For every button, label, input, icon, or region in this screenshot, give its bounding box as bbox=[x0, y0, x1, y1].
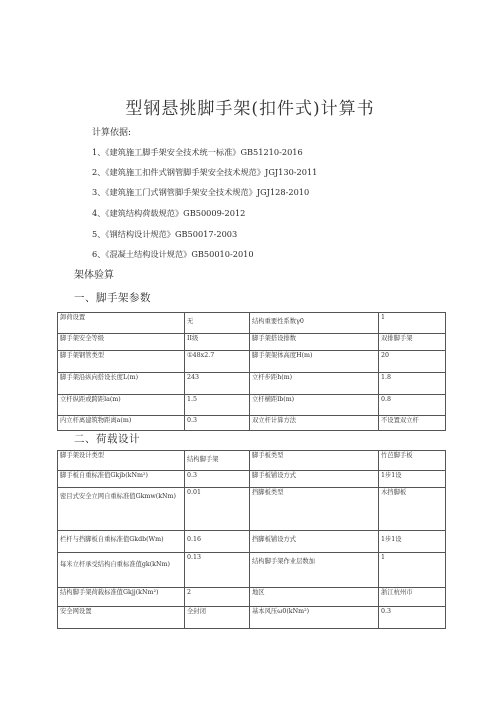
table-row bbox=[58, 416, 446, 431]
table-cell: 脚手板类型 bbox=[250, 451, 379, 471]
table-cell: 1.5 bbox=[185, 395, 250, 416]
table-cell: II级 bbox=[185, 334, 250, 351]
table-cell: 立杆步距h(m) bbox=[250, 373, 379, 395]
table-cell: 0.3 bbox=[379, 607, 446, 629]
table-cell: 脚手架搭设排数 bbox=[250, 334, 379, 351]
table-cell: 脚手架钢管类型 bbox=[58, 351, 185, 373]
table-cell: 1 bbox=[379, 313, 446, 334]
table-row bbox=[58, 607, 446, 629]
table-cell: 结构脚手架作业层数加 bbox=[250, 553, 379, 588]
table-cell: 栏杆与挡脚板自重标准值Gkdb(Wm) bbox=[58, 531, 185, 553]
table-cell: 脚手架架体高度H(m) bbox=[250, 351, 379, 373]
table-cell: 结构重要性系数γ0 bbox=[250, 313, 379, 334]
table-cell: 1.8 bbox=[379, 373, 446, 395]
table-cell: 1 bbox=[379, 553, 446, 588]
table-cell: 全封闭 bbox=[185, 607, 250, 629]
table-row bbox=[58, 471, 446, 488]
table-cell: 密目式安全立网自重标准值Gkmw(kNm) bbox=[58, 488, 185, 531]
table-cell: 脚手板自重标准值Gkjb(kNm²) bbox=[58, 471, 185, 488]
table-cell: 安全网设置 bbox=[58, 607, 185, 629]
table-row bbox=[58, 334, 446, 351]
table-cell: 浙江杭州市 bbox=[379, 588, 446, 607]
table-cell: 0.8 bbox=[379, 395, 446, 416]
table-row bbox=[58, 395, 446, 416]
table-cell: 每米立杆承受结构自重标准值gk(kNm) bbox=[58, 553, 185, 588]
load-design-table bbox=[57, 450, 446, 629]
table-cell: 立杆纵距或跨距la(m) bbox=[58, 395, 185, 416]
table-row bbox=[58, 313, 446, 334]
scaffold-params-table bbox=[57, 312, 446, 431]
table-cell: 地区 bbox=[250, 588, 379, 607]
check-heading: 架体验算 bbox=[74, 270, 114, 281]
table-cell: 243 bbox=[185, 373, 250, 395]
basis-item: 1、《建筑施工脚手架安全技术统一标准》GB51210-2016 bbox=[92, 147, 303, 157]
table-cell: 0.3 bbox=[185, 471, 250, 488]
table-cell: 挡脚板铺设方式 bbox=[250, 531, 379, 553]
table-row bbox=[58, 531, 446, 553]
table-cell: 内立杆离建筑物距离a(m) bbox=[58, 416, 185, 431]
table-row bbox=[58, 553, 446, 588]
table-cell: 竹芭脚手板 bbox=[379, 451, 446, 471]
basis-item: 4、《建筑结构荷载规范》GB50009-2012 bbox=[92, 208, 246, 218]
basis-item: 6、《混凝土结构设计规范》GB50010-2010 bbox=[92, 249, 254, 259]
table-cell: 卸荷设置 bbox=[58, 313, 185, 334]
table-row bbox=[58, 451, 446, 471]
table-cell: 挡脚板类型 bbox=[250, 488, 379, 531]
table-cell: 结构脚手架 bbox=[185, 451, 250, 471]
table-cell: 立杆横距lb(m) bbox=[250, 395, 379, 416]
basis-item: 3、《建筑施工门式钢管脚手架安全技术规范》JGJ128-2010 bbox=[92, 187, 310, 197]
table-cell: 1步1设 bbox=[379, 531, 446, 553]
document-title: 型钢悬挑脚手架(扣件式)计算书 bbox=[125, 99, 375, 119]
calculation-basis-heading: 计算依据: bbox=[92, 128, 132, 138]
table-row bbox=[58, 588, 446, 607]
table-cell: 0.3 bbox=[185, 416, 250, 431]
table-cell: 结构脚手架荷载标准值Gkjj(kNm²) bbox=[58, 588, 185, 607]
table-cell: 20 bbox=[379, 351, 446, 373]
section2-heading: 二、荷载设计 bbox=[74, 433, 140, 445]
table-cell: 脚手架设计类型 bbox=[58, 451, 185, 471]
table-cell: 0.01 bbox=[185, 488, 250, 531]
table-row bbox=[58, 488, 446, 531]
table-cell: 双排脚手架 bbox=[379, 334, 446, 351]
table-cell: 脚手架安全等级 bbox=[58, 334, 185, 351]
table-cell: 不设置双立杆 bbox=[379, 416, 446, 431]
table-row bbox=[58, 373, 446, 395]
basis-item: 2、《建筑施工扣件式钢管脚手架安全技术规范》JGJ130-2011 bbox=[92, 167, 318, 177]
table-cell: 0.13 bbox=[185, 553, 250, 588]
basis-item: 5、《钢结构设计规范》GB50017-2003 bbox=[92, 229, 238, 239]
table-cell: 无 bbox=[185, 313, 250, 334]
table-cell: 0.16 bbox=[185, 531, 250, 553]
table-cell: 双立杆计算方法 bbox=[250, 416, 379, 431]
table-cell: 1步1设 bbox=[379, 471, 446, 488]
table-cell: 基本风压ω0(kNm²) bbox=[250, 607, 379, 629]
section1-heading: 一、脚手架参数 bbox=[74, 292, 151, 304]
table-cell: 2 bbox=[185, 588, 250, 607]
table-cell: ①48x2.7 bbox=[185, 351, 250, 373]
table-row bbox=[58, 351, 446, 373]
table-cell: 脚手板铺设方式 bbox=[250, 471, 379, 488]
table-cell: 脚手架沿纵向搭设长度L(m) bbox=[58, 373, 185, 395]
table-cell: 木挡脚板 bbox=[379, 488, 446, 531]
